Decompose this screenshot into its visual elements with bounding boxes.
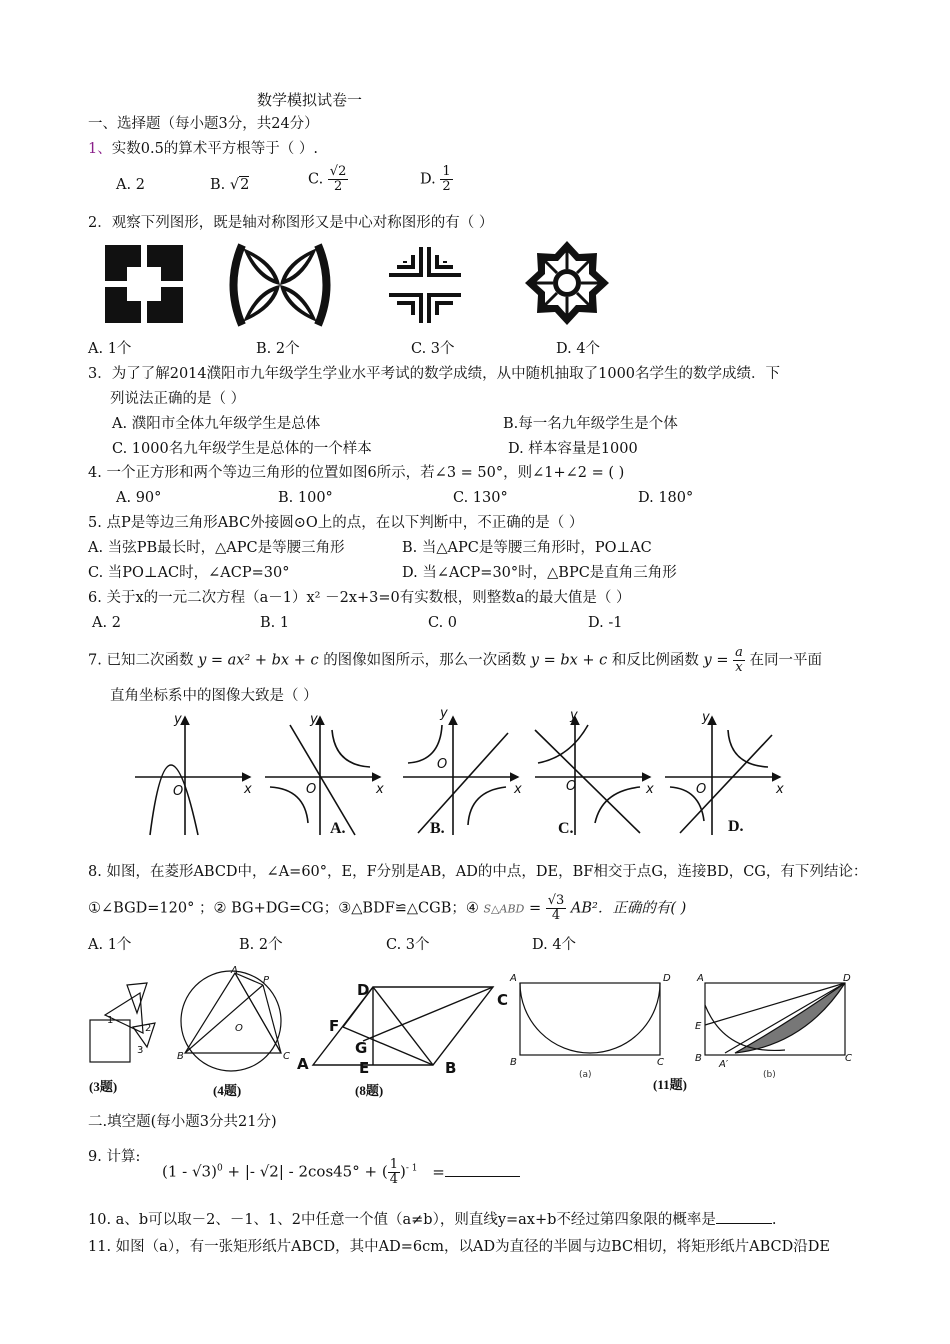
q1-option-c-label: C. <box>308 171 324 188</box>
question-1-text: 实数0.5的算术平方根等于（ ）. <box>111 141 319 157</box>
q10-answer-blank[interactable] <box>716 1223 772 1224</box>
q8-statements: ①∠BGD=120° ；② BG+DG=CG；③△BDF≌△CGB；④ <box>88 900 479 917</box>
question-3-line2: 列说法正确的是（ ） <box>110 391 246 407</box>
question-10 <box>88 1210 777 1230</box>
q3-option-a: A. 濮阳市全体九年级学生是总体 <box>112 416 321 432</box>
section-heading-choice: 一、选择题（每小题3分，共24分） <box>88 116 319 132</box>
q7-a-label-o: O <box>306 782 317 797</box>
caption-q11: (11题) <box>653 1077 687 1092</box>
q7-d-label-x: x <box>776 782 784 797</box>
question-8-line1: 8. 如图，在菱形ABCD中，∠A=60°，E，F分别是AB，AD的中点，DE，BF相交于点G，连接BD，CG，有下列结论： <box>88 864 868 880</box>
q9-exp0: 0 <box>216 1163 223 1174</box>
q8-frac-numerator: √3 <box>547 893 565 908</box>
fig11a-label-a: A <box>510 973 517 984</box>
q7-graph-options <box>130 705 800 840</box>
q7-given-parabola-graph <box>135 717 250 835</box>
section-heading-fill: 二.填空题(每小题3分共21分) <box>88 1114 277 1130</box>
q6-option-c: C. 0 <box>428 615 458 631</box>
q1-option-d-label: D. <box>420 171 436 188</box>
figures-row <box>85 965 875 1100</box>
q4-option-b: B. 100° <box>278 490 333 506</box>
q4-option-c: C. 130° <box>453 490 508 506</box>
q3-option-d: D. 样本容量是1000 <box>508 441 638 457</box>
q1-option-d-numerator: 1 <box>442 164 451 179</box>
q7-a-label-x: x <box>376 782 384 797</box>
fig8-label-d: D <box>357 981 370 999</box>
q7-graph-c <box>535 717 650 835</box>
figure-octagram <box>525 241 609 325</box>
q5-option-d: D. 当∠ACP=30°时，△BPC是直角三角形 <box>402 565 677 581</box>
q5-option-a: A. 当弦PB最长时，△APC是等腰三角形 <box>88 540 345 556</box>
question-11: 11. 如图（a），有一张矩形纸片ABCD，其中AD=6cm，以AD为直径的半圆与边BC相切，将矩形纸片ABCD沿DE <box>88 1239 830 1255</box>
q7-option-b-label: B. <box>430 820 445 837</box>
q10-text: 10. a、b可以取－2、－1、1、2中任意一个值（a≠b），则直线y=ax+b不经过第四象限的概率是 <box>88 1212 716 1228</box>
q7-c-label-o: O <box>566 779 577 794</box>
fig3-angle-3: 3 <box>137 1045 144 1056</box>
q2-option-d: D. 4个 <box>556 341 601 357</box>
fig8-label-g: G <box>355 1039 368 1057</box>
q7-graph-d <box>665 717 780 835</box>
fig4-label-c: C <box>283 1051 290 1062</box>
q7-d-label-o: O <box>696 782 707 797</box>
q7-label-o: O <box>173 784 184 799</box>
q9-label: 9. 计算: <box>88 1149 141 1165</box>
q5-option-b: B. 当△APC是等腰三角形时，PO⊥AC <box>402 540 652 556</box>
question-4: 4. 一个正方形和两个等边三角形的位置如图6所示，若∠3 = 50°，则∠1+∠2 = ( ) <box>88 465 625 481</box>
caption-11b: (b) <box>763 1070 776 1080</box>
q8-option-c: C. 3个 <box>386 937 430 953</box>
caption-q4: (4题) <box>213 1083 242 1098</box>
q7-label-y: y <box>174 712 182 727</box>
figure-q11-b <box>705 983 845 1055</box>
q4-option-a: A. 90° <box>116 490 162 506</box>
q1-option-b-label: B. <box>210 177 226 193</box>
caption-q3: (3题) <box>89 1079 118 1094</box>
q7-pre: 7. 已知二次函数 <box>88 652 194 669</box>
fig4-label-p: P <box>263 975 270 986</box>
fig8-label-e: E <box>359 1059 370 1077</box>
question-7-line2: 直角坐标系中的图像大致是（ ） <box>110 688 318 704</box>
q8-tail: AB²．正确的有( ) <box>570 900 687 917</box>
q9-expr-a: (1 - √3) <box>162 1162 217 1181</box>
q7-b-label-x: x <box>514 782 522 797</box>
q1-option-c <box>308 165 348 194</box>
fig11a-label-d: D <box>663 973 671 984</box>
q7-mid2: 和反比例函数 <box>611 652 699 669</box>
page-title: 数学模拟试卷一 <box>257 91 363 109</box>
q9-expression <box>162 1158 520 1187</box>
q7-d-label-y: y <box>702 710 710 725</box>
q9-answer-blank[interactable] <box>445 1176 520 1177</box>
q7-a-label-y: y <box>310 712 318 727</box>
fig11b-label-c: C <box>845 1053 852 1064</box>
fig11a-label-c: C <box>657 1057 664 1068</box>
q8-option-a: A. 1个 <box>88 937 132 953</box>
fig11a-label-b: B <box>510 1057 517 1068</box>
q7-inverse-denominator: x <box>735 660 743 675</box>
q2-option-a: A. 1个 <box>88 341 132 357</box>
q2-option-c: C. 3个 <box>411 341 455 357</box>
question-5: 5. 点P是等边三角形ABC外接圆⊙O上的点，在以下判断中，不正确的是（ ） <box>88 515 584 531</box>
fig8-label-b: B <box>445 1059 457 1077</box>
q1-option-d-denominator: 2 <box>442 179 451 194</box>
q8-equals: = <box>528 900 542 917</box>
question-8-line2 <box>88 894 686 923</box>
q7-b-label-y: y <box>440 706 448 721</box>
q7-inverse-lhs: y = <box>703 652 729 669</box>
figure-q4 <box>181 971 281 1071</box>
fig3-angle-1: 1 <box>107 1015 114 1026</box>
q2-symbol-figures <box>100 240 620 330</box>
figure-q11-a <box>520 983 660 1055</box>
q9-frac-denominator: 4 <box>389 1172 398 1187</box>
q1-option-c-numerator: √2 <box>329 164 347 179</box>
caption-q8: (8题) <box>355 1083 384 1098</box>
q7-inverse-numerator: a <box>735 645 743 660</box>
q10-end: . <box>771 1212 777 1228</box>
q7-graph-a <box>265 717 380 835</box>
fig11b-label-a: A <box>697 973 704 984</box>
figure-knot <box>234 245 327 325</box>
fig8-label-f: F <box>329 1017 340 1035</box>
q8-area-label: S△ABD <box>483 902 525 916</box>
q9-exp-neg: - 1 <box>405 1163 418 1174</box>
figure-q8 <box>313 987 493 1065</box>
q2-option-b: B. 2个 <box>256 341 300 357</box>
q9-equals: = <box>432 1162 445 1181</box>
q9-expr-b: + |- √2| - 2cos45° + ( <box>227 1162 388 1181</box>
q6-option-b: B. 1 <box>260 615 290 631</box>
q9-expr-c: ) <box>399 1162 406 1181</box>
q1-option-c-denominator: 2 <box>333 179 343 194</box>
question-1-number: 1、 <box>88 141 112 157</box>
fig11b-label-a-prime: A′ <box>719 1059 729 1070</box>
q9-frac-numerator: 1 <box>389 1157 398 1172</box>
q3-option-c: C. 1000名九年级学生是总体的一个样本 <box>112 441 372 457</box>
fig8-label-c: C <box>497 991 509 1009</box>
q1-option-a: A. 2 <box>116 177 145 193</box>
question-7-line1 <box>88 646 822 675</box>
fig3-angle-2: 2 <box>145 1023 152 1034</box>
q7-graph-b <box>403 717 518 835</box>
q1-option-b: B. √2 <box>210 177 250 193</box>
q7-option-a-label: A. <box>330 820 346 837</box>
fig11b-label-e: E <box>695 1021 702 1032</box>
q7-option-d-label: D. <box>728 818 744 835</box>
fig4-label-b: B <box>177 1051 184 1062</box>
q3-option-b: B.每一名九年级学生是个体 <box>503 416 678 432</box>
fig4-label-a: A <box>231 965 238 976</box>
q6-option-d: D. -1 <box>588 615 623 631</box>
q7-c-label-y: y <box>570 708 578 723</box>
q1-option-b-value: 2 <box>240 177 250 193</box>
figure-striped-cross <box>389 247 461 323</box>
q5-option-c: C. 当PO⊥AC时，∠ACP=30° <box>88 565 290 581</box>
q7-label-x: x <box>244 782 252 797</box>
fig11b-label-d: D <box>843 973 851 984</box>
q8-frac-denominator: 4 <box>551 908 561 923</box>
question-3-line1: 3．为了了解2014濮阳市九年级学生学业水平考试的数学成绩，从中随机抽取了1000名学生的数学成绩．下 <box>88 366 781 382</box>
q8-option-b: B. 2个 <box>239 937 283 953</box>
fig11b-label-b: B <box>695 1053 702 1064</box>
q8-option-d: D. 4个 <box>532 937 577 953</box>
question-1 <box>88 139 318 159</box>
q7-option-c-label: C. <box>558 820 574 837</box>
q7-post: 在同一平面 <box>749 652 822 669</box>
q1-option-d <box>420 165 453 194</box>
q7-c-label-x: x <box>646 782 654 797</box>
fig8-label-a: A <box>297 1055 309 1073</box>
question-6: 6. 关于x的一元二次方程（a－1）x² －2x+3=0有实数根，则整数a的最大值是（ ） <box>88 590 631 606</box>
q7-quadratic: y = ax² + bx + c <box>198 652 319 669</box>
q7-b-label-o: O <box>437 757 448 772</box>
question-2: 2．观察下列图形，既是轴对称图形又是中心对称图形的有（ ） <box>88 215 494 231</box>
q4-option-d: D. 180° <box>638 490 694 506</box>
caption-11a: (a) <box>579 1070 592 1080</box>
fig4-label-o: O <box>235 1023 243 1034</box>
q7-mid1: 的图像如图所示，那么一次函数 <box>323 652 527 669</box>
q7-linear: y = bx + c <box>530 652 608 669</box>
figure-square-logo <box>105 245 183 323</box>
q6-option-a: A. 2 <box>92 615 121 631</box>
